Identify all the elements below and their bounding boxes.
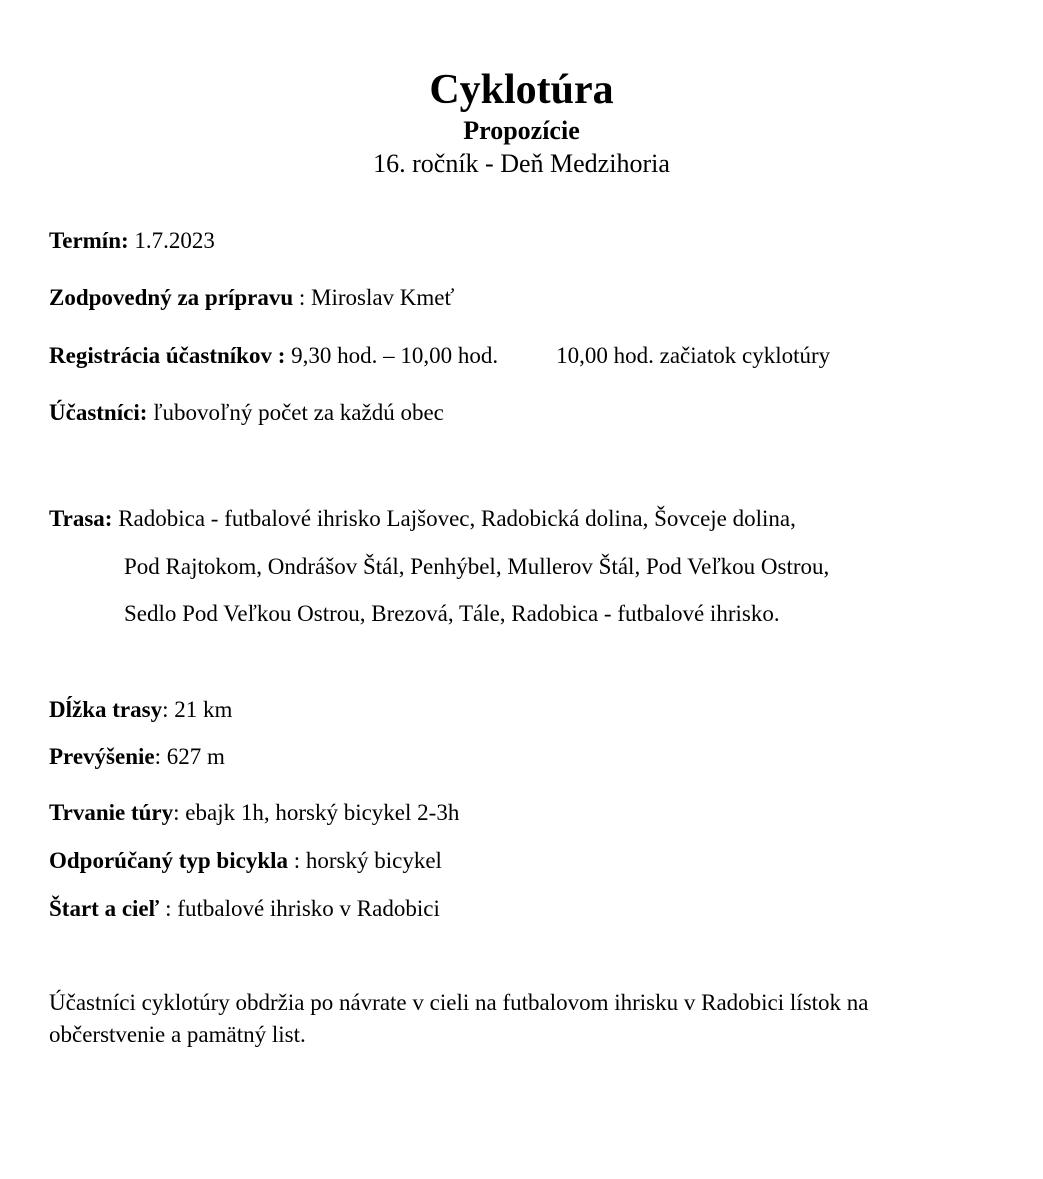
trasa-line-2: Pod Rajtokom, Ondrášov Štál, Penhýbel, Mullerov Štál, Pod Veľkou Ostrou, xyxy=(124,554,830,579)
trvanie-value: : ebajk 1h, horský bicykel 2-3h xyxy=(173,800,460,825)
dlzka-value: : 21 km xyxy=(162,697,233,722)
trvanie-row xyxy=(49,799,459,827)
trasa-row xyxy=(49,505,796,533)
ucastnici-label: Účastníci: xyxy=(49,400,148,425)
page-subtitle: Propozície xyxy=(463,116,580,145)
edition-line: 16. ročník - Deň Medzihoria xyxy=(373,149,670,178)
prevysenie-label: Prevýšenie xyxy=(49,744,155,769)
termin-label: Termín: xyxy=(49,228,129,253)
trasa-line-3: Sedlo Pod Veľkou Ostrou, Brezová, Tále, Radobica - futbalové ihrisko. xyxy=(124,601,780,626)
registracia-row xyxy=(49,342,830,370)
registracia-start: 10,00 hod. začiatok cyklotúry xyxy=(556,343,831,368)
start-row xyxy=(49,895,440,923)
trasa-line-1: Radobica - futbalové ihrisko Lajšovec, Radobická dolina, Šovceje dolina, xyxy=(112,506,796,531)
zodpovedny-value: : Miroslav Kmeť xyxy=(293,285,455,310)
registracia-label: Registrácia účastníkov : xyxy=(49,343,286,368)
prevysenie-row xyxy=(49,743,225,771)
page-title: Cyklotúra xyxy=(429,67,614,113)
footer-line-1: Účastníci cyklotúry obdržia po návrate v cieli na futbalovom ihrisku v Radobici lístok na xyxy=(49,990,869,1015)
trasa-label: Trasa: xyxy=(49,506,113,531)
prevysenie-value: : 627 m xyxy=(154,744,225,769)
start-value: : futbalové ihrisko v Radobici xyxy=(159,896,440,921)
termin-value: 1.7.2023 xyxy=(128,228,215,253)
typ-value: : horský bicykel xyxy=(288,848,442,873)
footer-line-2: občerstvenie a pamätný list. xyxy=(49,1022,306,1047)
start-label: Štart a cieľ xyxy=(49,896,160,921)
dlzka-row xyxy=(49,696,232,724)
typ-row xyxy=(49,847,442,875)
termin-row xyxy=(49,227,215,255)
dlzka-label: Dĺžka trasy xyxy=(49,697,163,722)
typ-label: Odporúčaný typ bicykla xyxy=(49,848,288,873)
trvanie-label: Trvanie túry xyxy=(49,800,174,825)
ucastnici-value: ľubovoľný počet za každú obec xyxy=(147,400,444,425)
zodpovedny-row xyxy=(49,284,454,312)
ucastnici-row xyxy=(49,399,444,427)
registracia-value: 9,30 hod. – 10,00 hod. xyxy=(285,343,499,368)
zodpovedny-label: Zodpovedný za prípravu xyxy=(49,285,294,310)
